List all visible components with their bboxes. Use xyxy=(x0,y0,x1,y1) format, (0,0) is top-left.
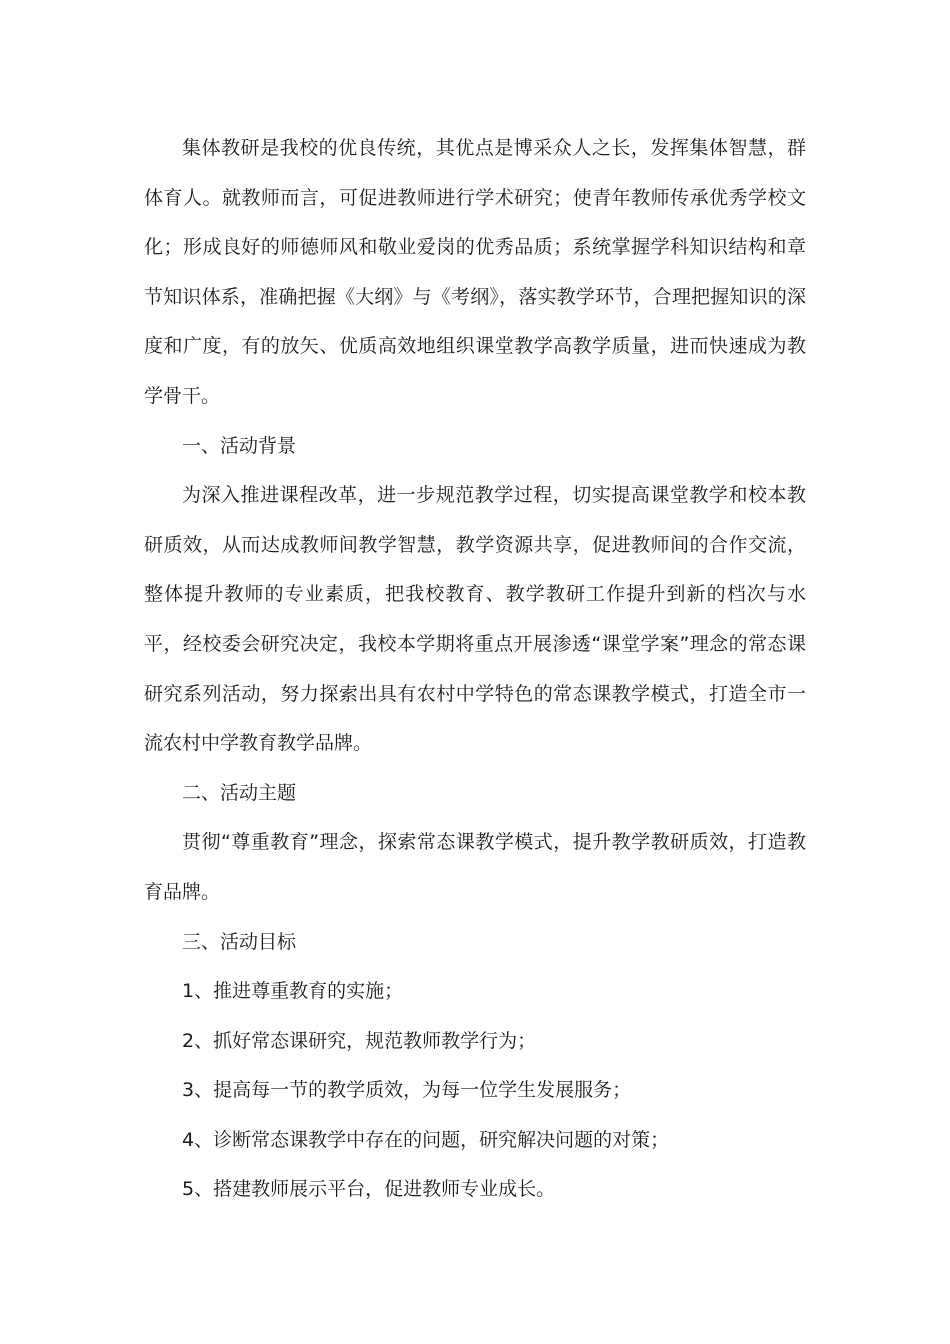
section-heading-theme: 二、活动主题 xyxy=(182,781,297,804)
section-heading-goals: 三、活动目标 xyxy=(182,930,297,953)
goal-item: 4、诊断常态课教学中存在的问题，研究解决问题的对策； xyxy=(182,1128,670,1151)
goal-item: 3、提高每一节的教学质效，为每一位学生发展服务； xyxy=(182,1079,632,1102)
goal-item: 1、推进尊重教育的实施； xyxy=(182,980,404,1003)
section-heading-background: 一、活动背景 xyxy=(182,434,297,457)
theme-paragraph: 贯彻“尊重教育”理念，探索常态课教学模式，提升教学教研质效，打造教育品牌。 xyxy=(144,831,806,903)
document-page xyxy=(144,124,806,1215)
background-paragraph: 为深入推进课程改革，进一步规范教学过程，切实提高课堂教学和校本教研质效，从而达成教师间教学智慧，教学资源共享，促进教师间的合作交流，整体提升教师的专业素质，把我校教育、教学教研工作提升到新的档次与水平，经校委会研究决定，我校本学期将重点开展渗透“课堂学案”理念的常态课研究系列活动，努力探索出具有农村中学特色的常态课教学模式，打造全市一流农村中学教育教学品牌。 xyxy=(144,484,806,755)
goal-item: 2、抓好常态课研究，规范教师教学行为； xyxy=(182,1029,537,1052)
goal-item: 5、搭建教师展示平台，促进教师专业成长。 xyxy=(182,1178,556,1201)
intro-paragraph: 集体教研是我校的优良传统，其优点是博采众人之长，发挥集体智慧，群体育人。就教师而言，可促进教师进行学术研究；使青年教师传承优秀学校文化；形成良好的师德师风和敬业爱岗的优秀品质；系统掌握学科知识结构和章节知识体系，准确把握《大纲》与《考纲》，落实教学环节，合理把握知识的深度和广度，有的放矢、优质高效地组织课堂教学高教学质量，进而快速成为教学骨干。 xyxy=(144,137,806,407)
